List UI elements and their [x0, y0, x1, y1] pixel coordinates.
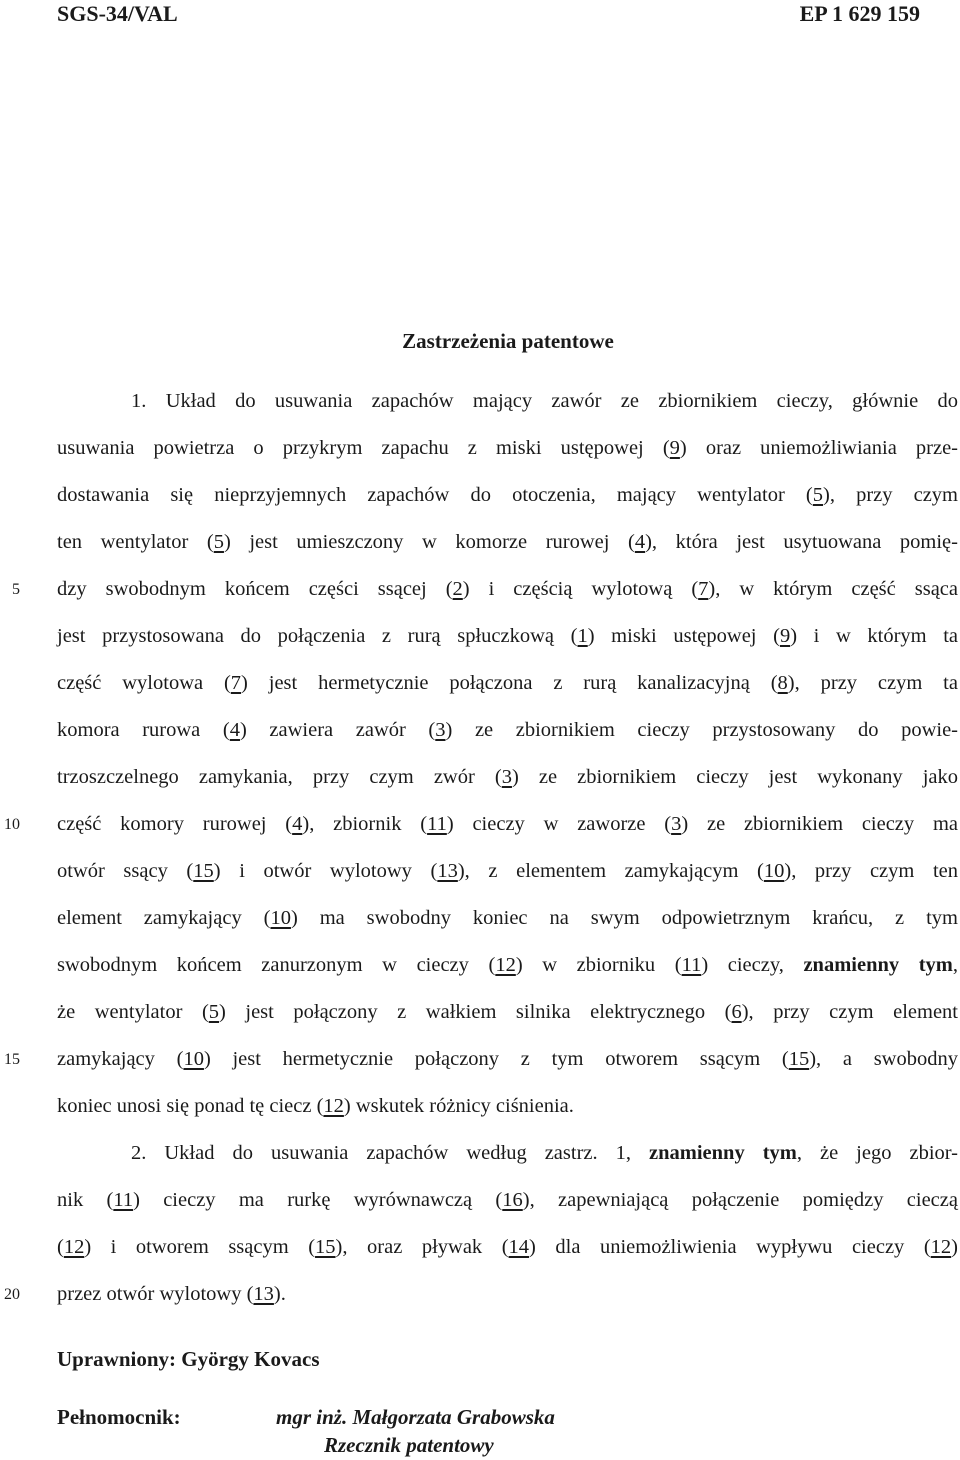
claim-2-line: 2. Układ do usuwania zapachów według zastrz. 1, znamienny tym, że jego zbior-	[131, 1142, 959, 1164]
claim-1-line: koniec unosi się ponad tę ciecz (12) wskutek różnicy ciśnienia.	[57, 1095, 574, 1117]
claim-1-line: usuwania powietrza o przykrym zapachu z miski ustępowej (9) oraz uniemożliwiania prze-	[57, 437, 958, 459]
claim-1-line: komora rurowa (4) zawiera zawór (3) ze zbiornikiem cieczy przystosowany do powie-	[57, 719, 958, 741]
claim-1-line: zamykający (10) jest hermetycznie połączony z tym otworem ssącym (15), a swobodny	[57, 1048, 958, 1070]
claim-1-line: dzy swobodnym końcem części ssącej (2) i częścią wylotową (7), w którym część ssąca	[57, 578, 958, 600]
claim-1-line: ten wentylator (5) jest umieszczony w komorze rurowej (4), która jest usytuowana pomię-	[57, 531, 958, 553]
patent-number: EP 1 629 159	[799, 1, 920, 26]
claim-1-line: trzoszczelnego zamykania, przy czym zwór (3) ze zbiornikiem cieczy jest wykonany jako	[57, 766, 958, 788]
claim-2-line: przez otwór wylotowy (13).	[57, 1283, 286, 1305]
attorney-label: Pełnomocnik:	[57, 1405, 181, 1429]
patent-owner: Uprawniony: György Kovacs	[57, 1347, 320, 1371]
claim-1-line: jest przystosowana do połączenia z rurą spłuczkową (1) miski ustępowej (9) i w którym ta	[57, 625, 959, 647]
claim-1-line: swobodnym końcem zanurzonym w cieczy (12) w zbiorniku (11) cieczy, znamienny tym,	[57, 954, 958, 976]
claim-1-line: otwór ssący (15) i otwór wylotowy (13), z elementem zamykającym (10), przy czym ten	[57, 860, 958, 882]
claim-1-line: część wylotowa (7) jest hermetycznie połączona z rurą kanalizacyjną (8), przy czym ta	[57, 672, 958, 694]
claim-1-line: 1. Układ do usuwania zapachów mający zawór ze zbiornikiem cieczy, głównie do	[131, 390, 958, 412]
claim-1-line: element zamykający (10) ma swobodny koniec na swym odpowietrznym krańcu, z tym	[57, 907, 958, 929]
document-code: SGS-34/VAL	[57, 1, 178, 26]
claim-1-line: część komory rurowej (4), zbiornik (11) cieczy w zaworze (3) ze zbiornikiem cieczy ma	[57, 813, 958, 835]
claim-1-line: że wentylator (5) jest połączony z wałkiem silnika elektrycznego (6), przy czym element	[57, 1001, 958, 1023]
line-number: 10	[4, 816, 20, 833]
attorney-title: Rzecznik patentowy	[324, 1433, 494, 1457]
claim-1-line: dostawania się nieprzyjemnych zapachów do otoczenia, mający wentylator (5), przy czym	[57, 484, 958, 506]
line-number: 20	[4, 1286, 20, 1303]
claim-2-line: (12) i otworem ssącym (15), oraz pływak (14) dla uniemożliwienia wypływu cieczy (12)	[57, 1236, 958, 1258]
claim-2-line: nik (11) cieczy ma rurkę wyrównawczą (16), zapewniającą połączenie pomiędzy cieczą	[57, 1189, 958, 1211]
line-number: 5	[12, 581, 20, 598]
claims-title: Zastrzeżenia patentowe	[402, 329, 614, 353]
line-number: 15	[4, 1051, 20, 1068]
attorney-name: mgr inż. Małgorzata Grabowska	[276, 1405, 555, 1429]
